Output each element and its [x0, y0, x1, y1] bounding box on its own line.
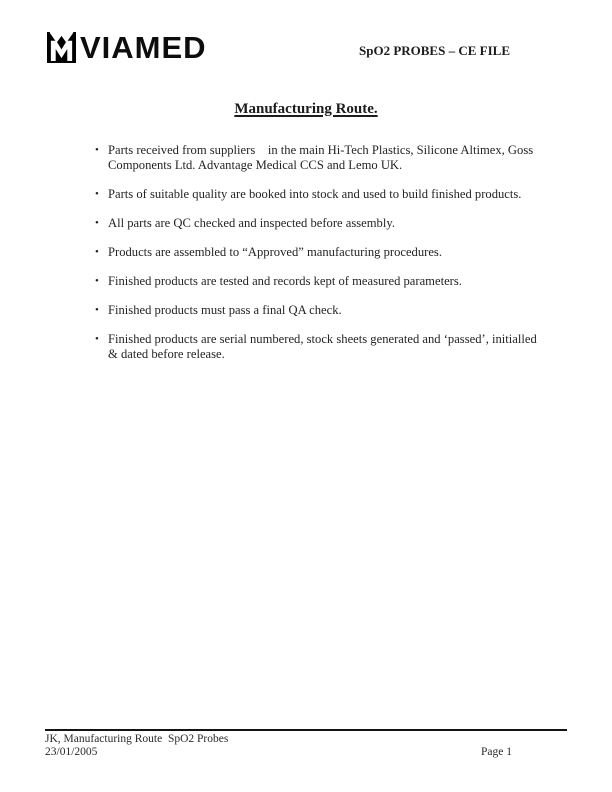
bullet-text: Parts of suitable quality are booked into stock and used to build finished products. — [108, 187, 522, 201]
bullet-item — [95, 303, 547, 318]
bullet-text: Finished products are serial numbered, stock sheets generated and ‘passed’, initialled & dated before release. — [108, 332, 540, 361]
bullet-item — [95, 216, 547, 231]
bullet-text: All parts are QC checked and inspected before assembly. — [108, 216, 395, 230]
brand-name: VIAMED — [80, 30, 207, 65]
bullet-item — [95, 143, 547, 173]
bullet-text: Finished products must pass a final QA check. — [108, 303, 342, 317]
footer-line2 — [45, 746, 567, 760]
page-title: Manufacturing Route. — [234, 101, 378, 117]
page-footer — [45, 729, 567, 760]
footer-doc-ref: JK, Manufacturing Route SpO2 Probes — [45, 733, 229, 745]
bullet-marker: • — [95, 304, 99, 316]
bullet-item — [95, 245, 547, 260]
document-header: SpO2 PROBES – CE FILE — [359, 43, 510, 58]
bullet-marker: • — [95, 217, 99, 229]
bullet-text: Finished products are tested and records kept of measured parameters. — [108, 274, 462, 288]
bullet-item — [95, 187, 547, 202]
bullet-marker: • — [95, 188, 99, 200]
footer-page-number: Page 1 — [481, 746, 512, 758]
bullet-marker: • — [95, 144, 99, 156]
viamed-monogram-icon — [47, 32, 76, 63]
bullet-list — [95, 143, 547, 376]
bullet-text: Products are assembled to “Approved” manufacturing procedures. — [108, 245, 442, 259]
bullet-item — [95, 274, 547, 289]
footer-date: 23/01/2005 — [45, 746, 98, 758]
bullet-text: Parts received from suppliers in the main Hi-Tech Plastics, Silicone Altimex, Goss Components Ltd. Advantage Medical CCS and Lemo UK. — [108, 143, 537, 172]
bullet-marker: • — [95, 246, 99, 258]
bullet-marker: • — [95, 275, 99, 287]
bullet-marker: • — [95, 333, 99, 345]
viamed-logo — [47, 32, 207, 63]
bullet-item — [95, 332, 547, 362]
